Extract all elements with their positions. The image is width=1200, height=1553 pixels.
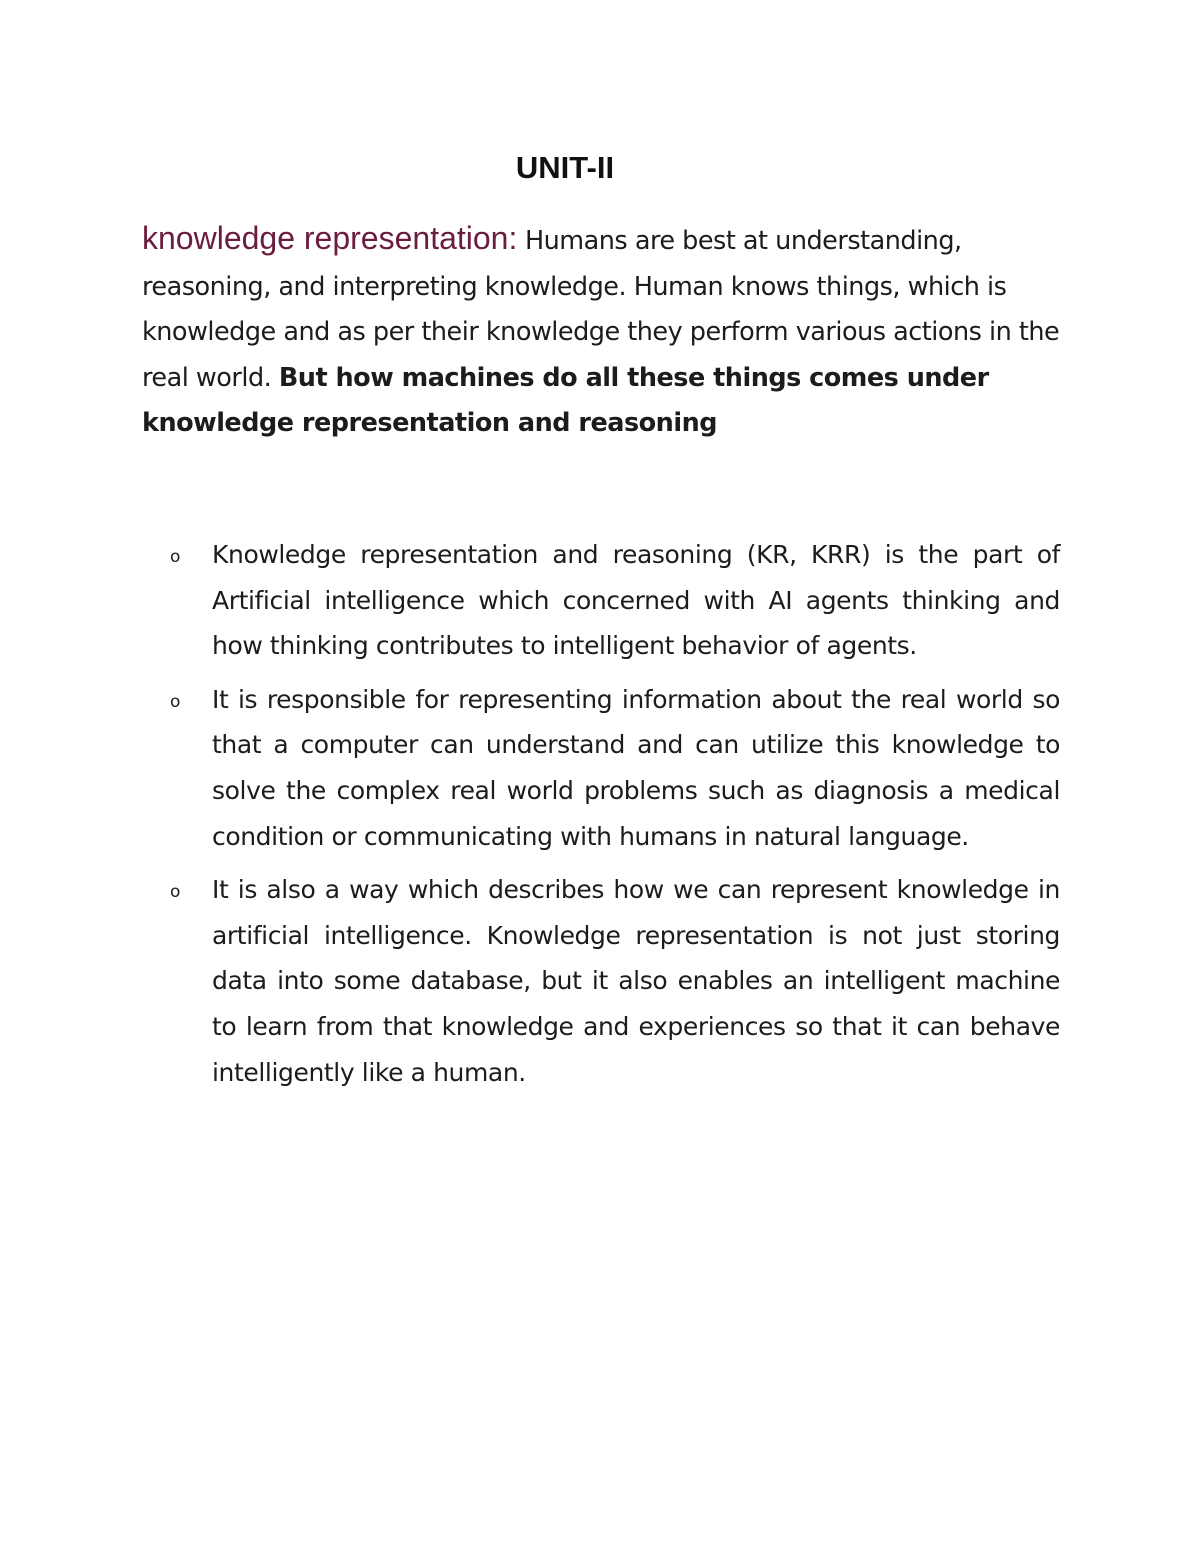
intro-term: knowledge representation: — [142, 220, 518, 256]
list-item — [170, 867, 1060, 1095]
intro-bold-text: But how machines do all these things comes under knowledge representation and reasoning — [142, 362, 989, 438]
page-title: UNIT-II — [515, 150, 615, 185]
list-item-text: It is also a way which describes how we can represent knowledge in artificial intelligence. Knowledge representation is not just storing data into some database, but it also enables an intelligent machine to learn from that knowledge and experiences so that it can behave intelligently like a human. — [212, 875, 1060, 1087]
bullet-circle-icon: o — [170, 547, 181, 567]
bullet-circle-icon: o — [170, 691, 181, 712]
intro-paragraph — [142, 216, 1072, 447]
bullet-circle-icon: o — [170, 882, 181, 903]
intro-text: Humans are best at understanding, reasoning, and interpreting knowledge. Human knows things, which is knowledge and as per their knowledge they perform various actions in the real world. — [142, 226, 1060, 393]
list-item-text: Knowledge representation and reasoning (KR, KRR) is the part of Artificial intelligence which concerned with AI agents thinking and how thinking contributes to intelligent behavior of agents. — [212, 540, 1060, 661]
list-item — [170, 532, 1060, 669]
list-item-text: It is responsible for representing information about the real world so that a computer can understand and can utilize this knowledge to solve the complex real world problems such as diagnosis a medical condition or communicating with humans in natural language. — [212, 684, 1060, 851]
bullet-list — [170, 532, 1060, 1103]
list-item — [170, 677, 1060, 859]
